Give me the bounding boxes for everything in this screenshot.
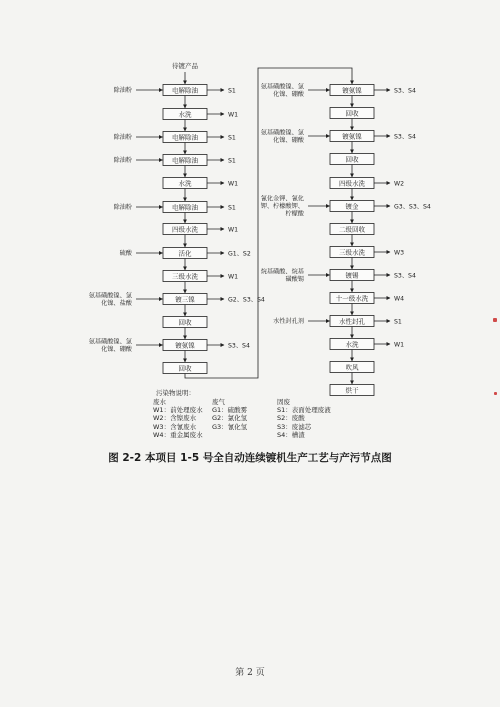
start-label: 待镀产品 <box>172 62 198 70</box>
right-step-label: 烘干 <box>345 386 359 395</box>
left-input-label: 除油粉 <box>113 204 132 211</box>
legend-item: W2：含镍废水 <box>153 414 197 423</box>
right-input-label: 氨基磺酸镍、氯 <box>260 129 304 137</box>
right-output-label: W2 <box>394 180 405 188</box>
right-step-label: 三级水洗 <box>339 248 365 257</box>
left-step-label: 四级水洗 <box>172 225 198 234</box>
legend-title: 污染物说明： <box>156 389 195 397</box>
left-output-label: S1 <box>228 87 236 95</box>
right-step-label: 十一级水洗 <box>335 294 369 303</box>
left-output-label: W1 <box>228 180 239 188</box>
right-step-label: 镀金 <box>345 202 359 211</box>
left-output-label: S1 <box>228 134 236 142</box>
legend-item: W3：含氰废水 <box>153 422 197 431</box>
left-output-label: G2、S3、S4 <box>228 296 265 304</box>
right-output-label: W1 <box>394 341 405 349</box>
pollutant-legend <box>148 389 195 397</box>
legend-item: G1：硫酸雾 <box>212 406 248 415</box>
right-input-label: 水性封孔剂 <box>273 318 304 325</box>
right-input-label: 烷基磺酸、烷基 <box>260 268 304 276</box>
left-output-label: W1 <box>228 273 239 281</box>
right-input-label: 化镍、硼酸 <box>273 90 304 98</box>
right-step-label: 回收 <box>345 155 359 164</box>
right-step-label: 水性封孔 <box>339 317 365 326</box>
left-step-label: 回收 <box>178 364 192 373</box>
right-input-label: 钾、柠檬酸钾、 <box>260 203 304 210</box>
right-output-label: S1 <box>394 318 402 326</box>
left-step-label: 电解除油 <box>172 86 198 95</box>
right-step-label: 回收 <box>345 109 359 118</box>
left-output-label: S1 <box>228 157 236 165</box>
legend-wastewater <box>153 398 203 439</box>
left-output-label: W1 <box>228 226 239 234</box>
legend-item: S4：槽渣 <box>277 430 305 439</box>
left-input-label: 化镍、盐酸 <box>101 299 132 307</box>
right-output-label: W4 <box>394 295 405 303</box>
legend-heading: 废气 <box>212 398 225 406</box>
legend-item: W4：重金属废水 <box>153 430 203 439</box>
right-output-label: W3 <box>394 249 405 257</box>
left-input-label: 硫酸 <box>119 250 132 257</box>
left-step-label: 水洗 <box>178 179 192 188</box>
page-number: 第 2 页 <box>235 668 265 678</box>
legend-solid-waste <box>277 398 331 439</box>
left-input-label: 除油粉 <box>113 134 132 141</box>
left-input-label: 除油粉 <box>113 87 132 94</box>
left-output-label: S1 <box>228 204 236 212</box>
legend-waste-gas <box>212 398 247 431</box>
right-output-label: S3、S4 <box>394 133 416 141</box>
left-output-label: G1、S2 <box>228 250 251 258</box>
figure-caption: 图 2-2 本项目 1-5 号全自动连续镀机生产工艺与产污节点图 <box>108 452 392 464</box>
left-input-label: 化镍、硼酸 <box>101 345 132 353</box>
left-step-label: 镀三镍 <box>175 295 195 304</box>
left-input-label: 氨基磺酸镍、氯 <box>88 292 132 300</box>
left-step-label: 电解除油 <box>172 203 198 212</box>
left-input-label: 氨基磺酸镍、氯 <box>88 338 132 346</box>
right-step-label: 二级回收 <box>339 225 365 234</box>
edge-mark <box>494 392 497 395</box>
right-step-label: 镀氨镍 <box>342 86 362 95</box>
right-input-label: 磺酸锡 <box>285 275 304 283</box>
right-step-label: 水洗 <box>345 340 359 349</box>
left-step-label: 电解除油 <box>172 133 198 142</box>
right-output-label: S3、S4 <box>394 87 416 95</box>
right-output-label: G3、S3、S4 <box>394 203 431 211</box>
right-step-label: 吹风 <box>345 363 359 372</box>
left-step-label: 镀氨镍 <box>175 341 195 350</box>
legend-item: G3：氰化氢 <box>212 422 248 431</box>
right-output-label: S3、S4 <box>394 272 416 280</box>
right-step-label: 镀锡 <box>345 271 359 280</box>
left-output-label: W1 <box>228 111 239 119</box>
legend-heading: 废水 <box>153 398 166 406</box>
left-step-label: 回收 <box>178 318 192 327</box>
column-connector-line <box>185 68 352 378</box>
left-output-label: S3、S4 <box>228 342 250 350</box>
right-input-label: 氰化金钾、氰化 <box>260 195 304 203</box>
right-step-label: 四级水洗 <box>339 179 365 188</box>
left-step-label: 活化 <box>178 249 192 258</box>
right-input-label: 化镍、硼酸 <box>273 136 304 144</box>
legend-item: S3：废滤芯 <box>277 422 312 431</box>
legend-item: G2：氯化氢 <box>212 414 248 423</box>
left-step-label: 三级水洗 <box>172 272 198 281</box>
legend-item: W1：前处理废水 <box>153 406 203 415</box>
left-input-label: 除油粉 <box>113 157 132 164</box>
right-input-label: 柠檬酸 <box>285 210 304 218</box>
right-step-label: 镀氨镍 <box>342 132 362 141</box>
edge-mark <box>493 318 497 322</box>
right-input-label: 氨基磺酸镍、氯 <box>260 83 304 91</box>
legend-heading: 固废 <box>277 398 290 406</box>
left-step-label: 电解除油 <box>172 156 198 165</box>
legend-item: S1：表面处理废液 <box>277 406 331 415</box>
legend-item: S2：废酸 <box>277 414 305 423</box>
left-step-label: 水洗 <box>178 110 192 119</box>
